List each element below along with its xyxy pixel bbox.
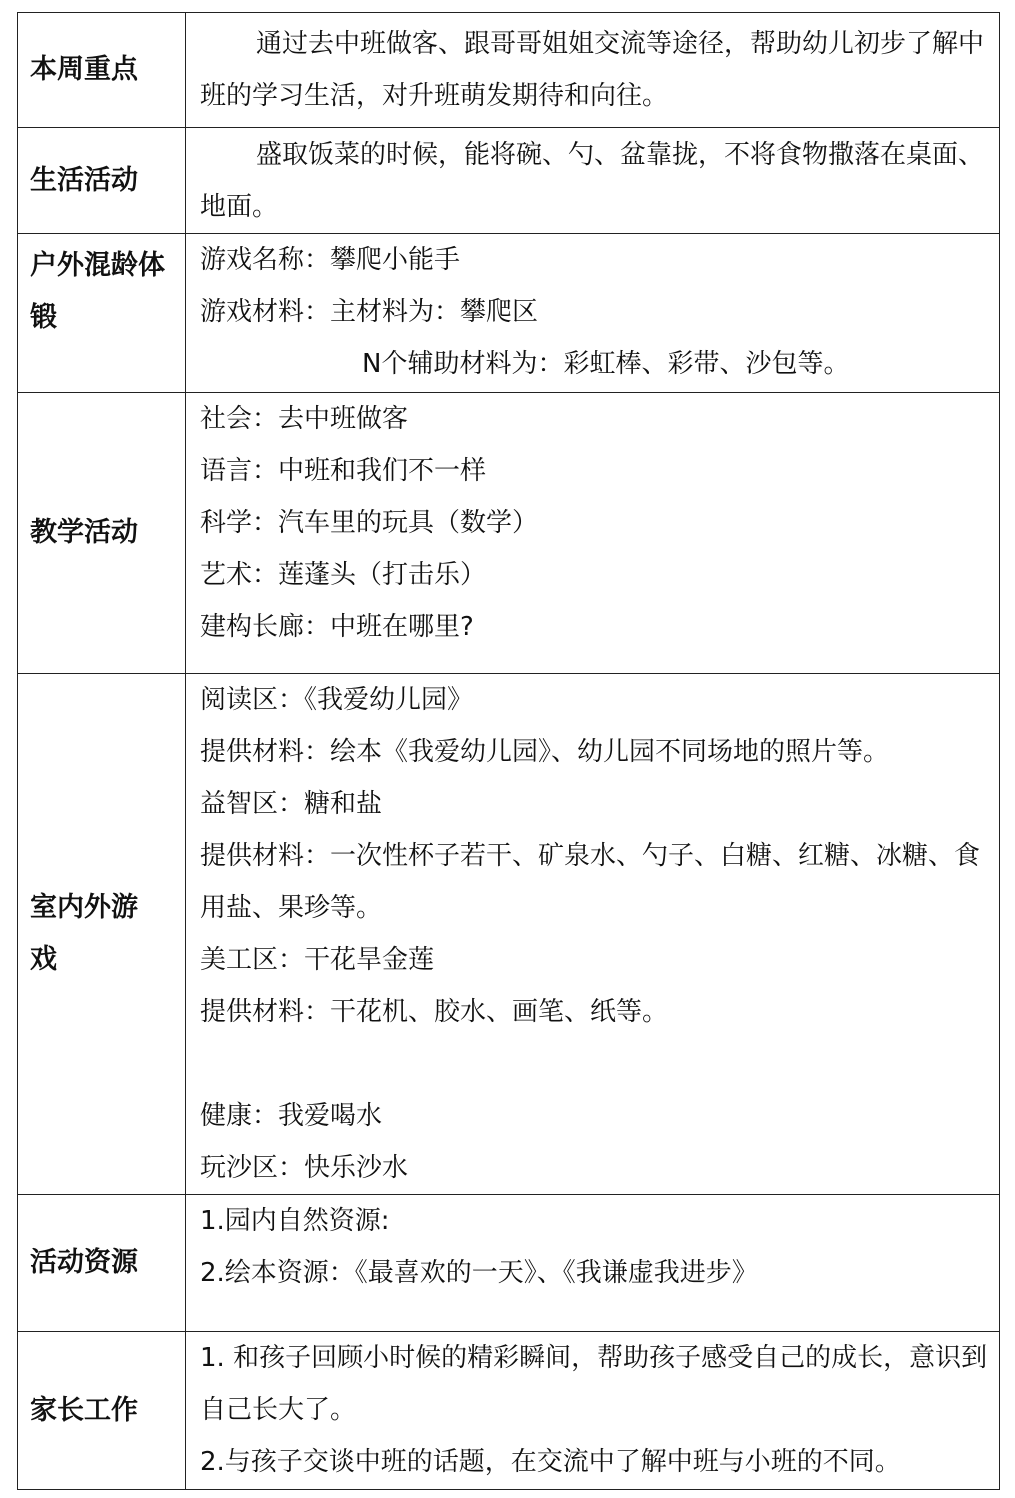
text-line: 提供材料：绘本《我爱幼儿园》、幼儿园不同场地的照片等。 <box>200 737 890 767</box>
text-line: 游戏名称：攀爬小能手 <box>200 245 461 275</box>
row-label-teaching: 教学活动 <box>18 393 186 674</box>
text-line: 提供材料：一次性杯子若干、矿泉水、勺子、白糖、红糖、冰糖、食用盐、果珍等。 <box>200 841 981 923</box>
table-row <box>18 1332 1000 1490</box>
row-label-resources: 活动资源 <box>18 1195 186 1332</box>
row-content-daily-life <box>186 128 1000 234</box>
row-label-parents: 家长工作 <box>18 1332 186 1490</box>
row-content-weekly-focus <box>186 13 1000 128</box>
table-row <box>18 393 1000 674</box>
text-line: N个辅助材料为：彩虹棒、彩带、沙包等。 <box>362 349 850 379</box>
text-line: 游戏材料：主材料为：攀爬区 <box>200 297 539 327</box>
text-paragraph: 通过去中班做客、跟哥哥姐姐交流等途径，帮助幼儿初步了解中班的学习生活，对升班萌发期待和向往。 <box>200 29 985 111</box>
text-line: 艺术：莲蓬头（打击乐） <box>200 560 487 590</box>
row-content-parents <box>186 1332 1000 1490</box>
row-content-outdoor <box>186 234 1000 393</box>
row-label-weekly-focus: 本周重点 <box>18 13 186 128</box>
text-line: 社会：去中班做客 <box>200 404 409 434</box>
text-line: 建构长廊：中班在哪里? <box>200 612 474 642</box>
row-content-resources <box>186 1195 1000 1332</box>
row-label-games: 室内外游戏 <box>18 674 186 1195</box>
text-line: 玩沙区：快乐沙水 <box>200 1153 409 1183</box>
blank-line <box>200 1038 989 1090</box>
table-row <box>18 674 1000 1195</box>
table-row <box>18 13 1000 128</box>
text-line: 提供材料：干花机、胶水、画笔、纸等。 <box>200 997 669 1027</box>
row-label-outdoor: 户外混龄体锻 <box>18 234 186 393</box>
text-paragraph: 盛取饭菜的时候，能将碗、勺、盆靠拢，不将食物撒落在桌面、地面。 <box>200 139 985 222</box>
row-content-teaching <box>186 393 1000 674</box>
text-line: 2.绘本资源：《最喜欢的一天》、《我谦虚我进步》 <box>200 1258 758 1288</box>
row-content-games <box>186 674 1000 1195</box>
text-line: 1. 和孩子回顾小时候的精彩瞬间，帮助孩子感受自己的成长，意识到自己长大了。 <box>200 1343 988 1425</box>
table-row <box>18 234 1000 393</box>
table-row <box>18 128 1000 234</box>
text-line: 益智区：糖和盐 <box>200 789 383 819</box>
text-line: 阅读区：《我爱幼儿园》 <box>200 685 474 715</box>
text-line: 1.园内自然资源: <box>200 1206 390 1236</box>
text-line: 美工区：干花旱金莲 <box>200 945 435 975</box>
row-label-daily-life: 生活活动 <box>18 128 186 234</box>
table-row <box>18 1195 1000 1332</box>
weekly-plan-table <box>17 12 1000 1490</box>
text-line: 健康：我爱喝水 <box>200 1101 383 1131</box>
text-line: 2.与孩子交谈中班的话题，在交流中了解中班与小班的不同。 <box>200 1447 901 1477</box>
text-line: 科学：汽车里的玩具（数学） <box>200 508 539 538</box>
text-line: 语言：中班和我们不一样 <box>200 456 487 486</box>
